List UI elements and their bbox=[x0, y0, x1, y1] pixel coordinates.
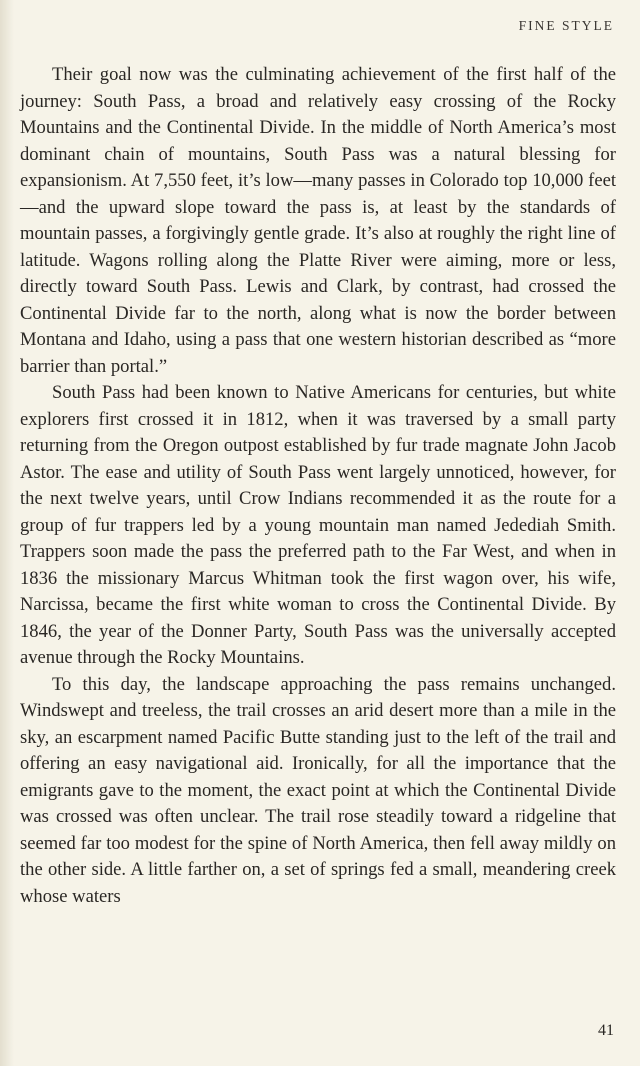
running-head: FINE STYLE bbox=[518, 18, 614, 33]
page-number: 41 bbox=[598, 1022, 614, 1039]
body-text bbox=[20, 62, 616, 910]
paragraph: South Pass had been known to Native Americans for centuries, but white explorers first crossed it in 1812, when it was traversed by a small party returning from the Oregon outpost established by fur trade magnate John Jacob Astor. The ease and utility of South Pass went largely unnoticed, however, for the next twelve years, until Crow Indians recommended it as the route for a group of fur trappers led by a young mountain man named Jedediah Smith. Trappers soon made the pass the preferred path to the Far West, and when in 1836 the missionary Marcus Whitman took the first wagon over, his wife, Narcissa, became the first white woman to cross the Continental Divide. By 1846, the year of the Donner Party, South Pass was the universally accepted avenue through the Rocky Mountains. bbox=[20, 382, 616, 668]
paragraph: To this day, the landscape approaching the pass remains unchanged. Windswept and treeless, the trail crosses an arid desert more than a mile in the sky, an escarpment named Pacific Butte standing just to the left of the trail and offering an easy navigational aid. Ironically, for all the importance that the emigrants gave to the moment, the exact point at which the Continental Divide was crossed was often unclear. The trail rose steadily toward a ridgeline that seemed far too modest for the spine of North America, then fell away mildly on the other side. A little farther on, a set of springs fed a small, meandering creek whose waters bbox=[20, 673, 616, 907]
paragraph: Their goal now was the culminating achievement of the first half of the journey: South Pass, a broad and relatively easy crossing of the Rocky Mountains and the Continental Divide. In the middle of North America’s most dominant chain of mountains, South Pass was a natural blessing for expansionism. At 7,550 feet, it’s low—many passes in Colorado top 10,000 feet—and the upward slope toward the pass is, at least by the standards of mountain passes, a forgivingly gentle grade. It’s also at roughly the right line of latitude. Wagons rolling along the Platte River were aiming, more or less, directly toward South Pass. Lewis and Clark, by contrast, had crossed the Continental Divide far to the north, along what is now the border between Montana and Idaho, using a pass that one western historian described as “more barrier than portal.” bbox=[20, 64, 616, 377]
